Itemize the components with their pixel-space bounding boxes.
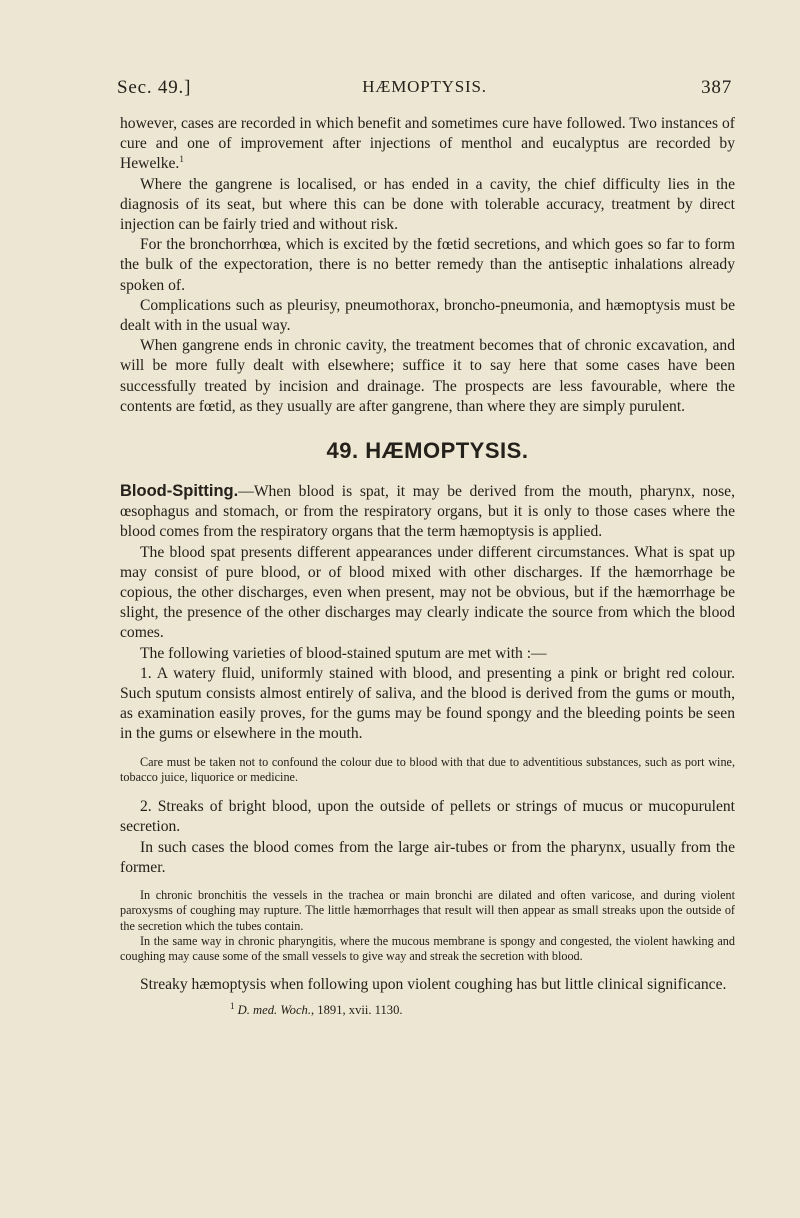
paragraph: The following varieties of blood-stained sputum are met with :— <box>140 644 547 662</box>
running-header <box>117 77 732 103</box>
small-note: In chronic bronchitis the vessels in the trachea or main bronchi are dilated and often varicose, and during violent paroxysms of coughing may rupture. The little hæmorrhages that result will then appear as small streaks upon the outside of the secretion which the tubes contain. <box>120 888 735 933</box>
list-item: 2. Streaks of bright blood, upon the outside of pellets or strings of mucus or mucopurulent secretion. <box>120 798 735 836</box>
footnote-ref: 1 <box>179 154 184 165</box>
paragraph: In such cases the blood comes from the large air-tubes or from the pharynx, usually from the former. <box>120 838 735 876</box>
section-heading: 49. HÆMOPTYSIS. <box>326 438 529 464</box>
footnote: $^1$ D. med. Woch., 1891, xvii. 1130. <box>230 1000 403 1017</box>
paragraph: however, cases are recorded in which benefit and sometimes cure have followed. Two instances of cure and one of improvement after injections of menthol and eucalyptus are recorded by Hewelke.$^1$ <box>120 115 735 173</box>
paragraph: Streaky hæmoptysis when following upon violent coughing has but little clinical significance. <box>140 975 727 993</box>
page-number: 387 <box>701 77 732 98</box>
small-note: In the same way in chronic pharyngitis, where the mucous membrane is spongy and congested, the violent hawking and coughing may cause some of the small vessels to give way and streak the secretion with blood. <box>120 933 735 964</box>
paragraph: When gangrene ends in chronic cavity, the treatment becomes that of chronic excavation, and will be more fully dealt with elsewhere; suffice it to say here that some cases have been successfully treated by incision and drainage. The prospects are less favourable, where the contents are fœtid, as they usually are after gangrene, than where they are simply purulent. <box>120 337 735 415</box>
header-section: Sec. 49.] <box>117 77 192 98</box>
header-title: HÆMOPTYSIS. <box>362 77 487 96</box>
page-body <box>120 114 735 1020</box>
runin-heading: Blood-Spitting. <box>120 482 239 501</box>
paragraph: The blood spat presents different appearances under different circumstances. What is spat up may consist of pure blood, or of blood mixed with other discharges. If the hæmorrhage be copious, the other discharges, even when present, may not be obvious, but if the hæmorrhage be slight, the presence of the other discharges may clearly indicate the source from which the blood comes. <box>120 543 735 642</box>
list-item: 1. A watery fluid, uniformly stained with blood, and presenting a pink or bright red colour. Such sputum consists almost entirely of saliva, and the blood is derived from the gums or mouth, as examination easily proves, for the gums may be found spongy and the bleeding points be seen in the gums or elsewhere in the mouth. <box>120 664 735 743</box>
paragraph: Blood-Spitting.—When blood is spat, it may be derived from the mouth, pharynx, nose, œsophagus and stomach, or from the respiratory organs, but it is only to those cases where the blood comes from the respiratory organs that the term hæmoptysis is applied. <box>120 482 735 541</box>
paragraph: For the bronchorrhœa, which is excited by the fœtid secretions, and which goes so far to form the bulk of the expectoration, there is no better remedy than the antiseptic inhalations already spoken of. <box>120 236 735 294</box>
paragraph: Where the gangrene is localised, or has ended in a cavity, the chief difficulty lies in the diagnosis of its seat, but where this can be done with tolerable accuracy, treatment by direct injection can be fairly tried and without risk. <box>120 175 735 234</box>
paragraph: Complications such as pleurisy, pneumothorax, broncho-pneumonia, and hæmoptysis must be dealt with in the usual way. <box>120 296 735 335</box>
small-note: Care must be taken not to confound the colour due to blood with that due to adventitious substances, such as port wine, tobacco juice, liquorice or medicine. <box>120 754 735 784</box>
